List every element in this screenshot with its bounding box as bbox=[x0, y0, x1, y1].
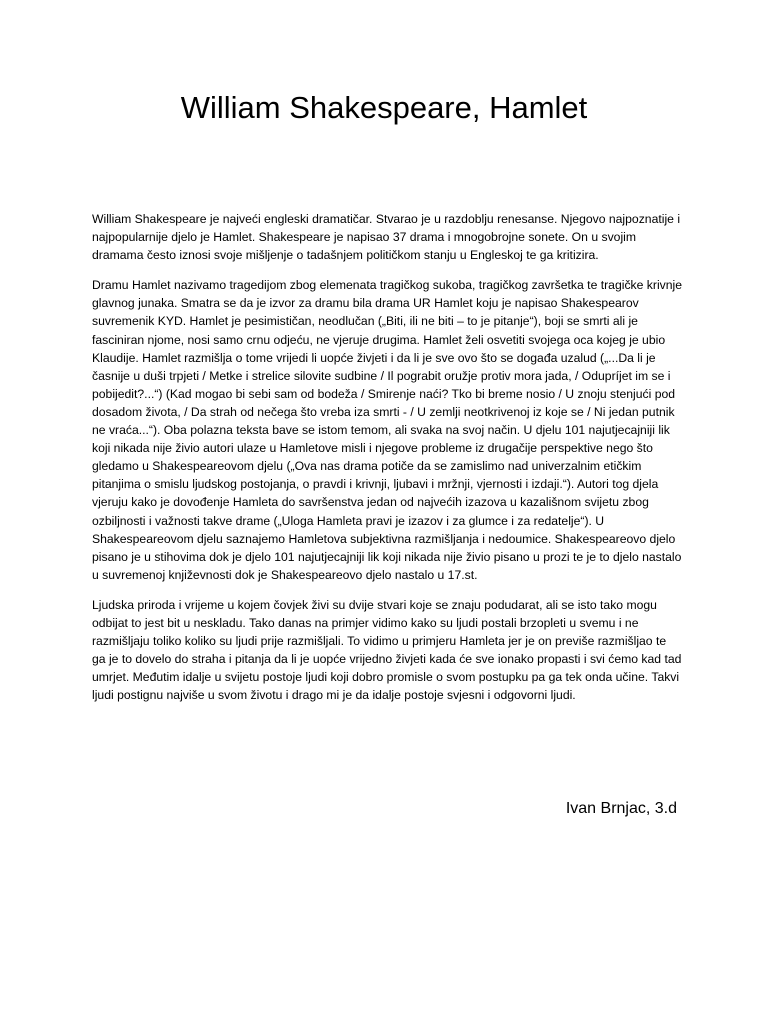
paragraph-reflection: Ljudska priroda i vrijeme u kojem čovjek živi su dvije stvari koje se znaju podudarat, ali se isto tako mogu odbijat to jest bit u neskladu. Tako danas na primjer vidimo kako su ljudi postali brzopleti u svemu i ne razmišljaju toliko koliko su ljudi prije razmišljali. To vidimo u primjeru Hamleta jer je on previše razmišljao te ga je to dovelo do straha i pitanja da li je uopće vrijedno živjeti kada će sve ionako propasti i svi ćemo kad tad umrjet. Međutim idalje u svijetu postoje ljudi koji dobro promisle o svom postupku pa ga tek onda učine. Takvi ljudi postignu najviše u svom životu i drago mi je da idalje postoje svjesni i odgovorni ljudi. bbox=[92, 597, 682, 703]
paragraph-intro: William Shakespeare je najveći engleski dramatičar. Stvarao je u razdoblju renesanse. Njegovo najpoznatije i najpopularnije djelo je Hamlet. Shakespeare je napisao 37 drama i mnogobrojne sonete. On u svojim dramama često iznosi svoje mišljenje o tadašnjem političkom stanju u Engleskoj te ga kritizira. bbox=[92, 212, 681, 263]
paragraph-analysis: Dramu Hamlet nazivamo tragedijom zbog elemenata tragičkog sukoba, tragičkog završetka te tragičke krivnje glavnog junaka. Smatra se da je izvor za dramu bila drama UR Hamlet koju je napisao Shakespearov suvremenik KYD. Hamlet je pesimističan, neodlučan („Biti, ili ne biti – to je pitanje“), boji se smrti ali je fasciniran njome, nosi samo crnu odjeću, ne vjeruje drugima. Hamlet želi osvetiti svojega oca kojeg je ubio Klaudije. Hamlet razmišlja o tome vrijedi li uopće živjeti i da li je sve ovo što se događa uzalud („...Da li je časnije u duši trpjeti / Metke i strelice silovite sudbine / Il pograbit oružje protiv mora jada, / Odupríjet im se i pobijedit?...“) (Kad mogao bi sebi sam od bodeža / Smirenje naći? Tko bi breme nosio / U znoju stenjući pod dosadom života, / Da strah od nečega što vreba iza smrti - / U zemlji neotkrivenoj iz koje se / Ni jedan putnik ne vraća...“). Oba polazna teksta bave se istom temom, ali svaka na svoj način. U djelu 101 najutjecajniji lik koji nikada nije živio autori ulaze u Hamletove misli i njegove probleme iz drugačije perspektive nego što gledamo u Shakespeareovom djelu („Ova nas drama potiče da se zamislimo nad univerzalnim etičkim pitanjima o smislu ljudskog postojanja, o pravdi i krivnji, ljubavi i mržnji, vjernosti i izdaji.“). Autori tog djela vjeruju kako je dovođenje Hamleta do savršenstva jedan od najvećih izazova u kazališnom svijetu zbog ozbiljnosti i važnosti takve drame („Uloga Hamleta pravi je izazov i za glumce i za redatelje“). U Shakespeareovom djelu saznajemo Hamletova subjektivna razmišljanja i nedoumice. Shakespeareovo djelo pisano je u stihovima dok je djelo 101 najutjecajniji lik koji nikada nije živio pisano u prozi te je to djelo nastalo u suvremenoj književnosti dok je Shakespeareovo djelo nastalo u 17.st. bbox=[92, 278, 683, 582]
document-title: William Shakespeare, Hamlet bbox=[180, 90, 588, 125]
document-body bbox=[92, 210, 682, 716]
author-signature: Ivan Brnjac, 3.d bbox=[565, 800, 677, 817]
